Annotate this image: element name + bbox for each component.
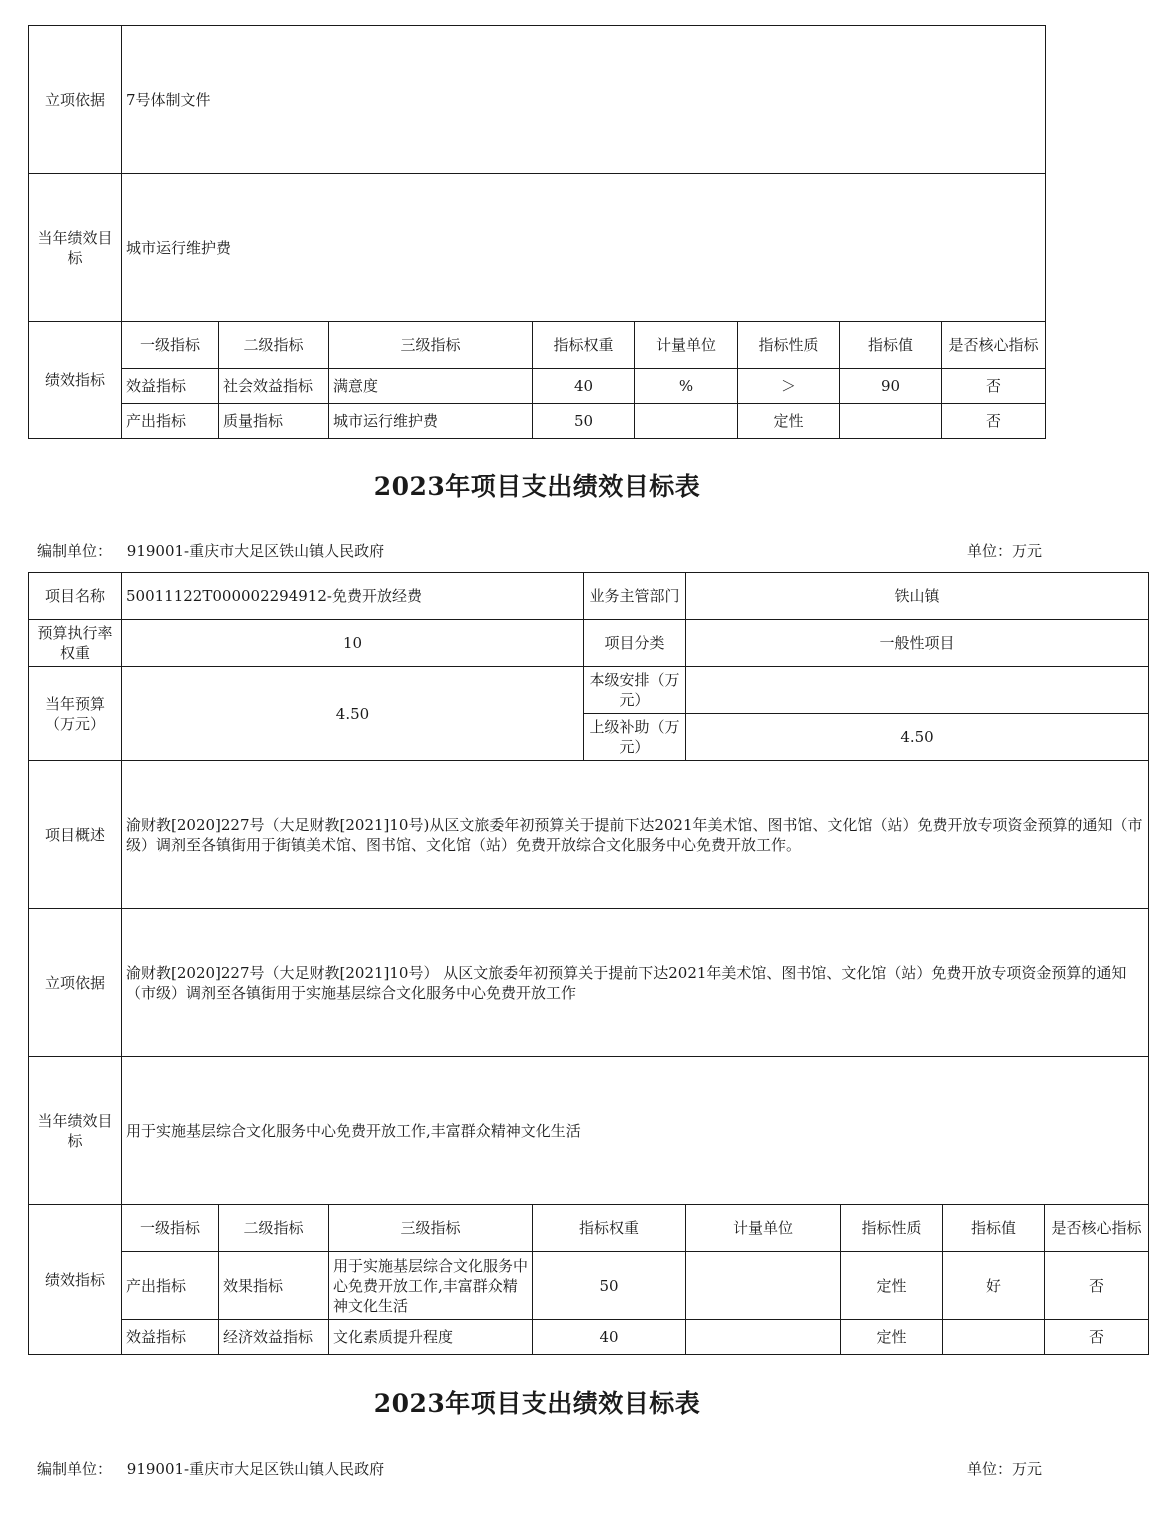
table-cell: 定性 (738, 404, 840, 439)
page-title: 2023年项目支出绩效目标表 (373, 1389, 701, 1418)
table-cell: 定性 (841, 1320, 943, 1355)
table-cell: 文化素质提升程度 (329, 1320, 533, 1355)
table-cell: 40 (533, 369, 635, 404)
header-cell: 是否核心指标 (1045, 1205, 1149, 1252)
local-label: 本级安排（万元） (584, 667, 686, 714)
header-cell: 三级指标 (329, 322, 533, 369)
table-cell: 90 (840, 369, 942, 404)
header-cell: 指标权重 (533, 1205, 686, 1252)
table-cell (635, 404, 738, 439)
table-cell (840, 404, 942, 439)
header-cell: 计量单位 (635, 322, 738, 369)
goal-label: 当年绩效目标 (29, 174, 122, 322)
header-cell: 指标性质 (841, 1205, 943, 1252)
unit-text: 单位：万元 (966, 542, 1042, 560)
header-cell: 指标权重 (533, 322, 635, 369)
table-cell (686, 1320, 841, 1355)
table-cell: 效果指标 (219, 1252, 329, 1320)
exec-rate-value: 10 (122, 620, 584, 667)
page-title: 2023年项目支出绩效目标表 (373, 472, 701, 501)
table-cell: 否 (942, 404, 1046, 439)
table-row (29, 1320, 1149, 1355)
goal-text: 城市运行维护费 (122, 174, 1046, 322)
org-value: 919001-重庆市大足区铁山镇人民政府 (126, 542, 385, 560)
table-cell: 产出指标 (122, 1252, 219, 1320)
upper-value: 4.50 (686, 714, 1149, 761)
category-value: 一般性项目 (686, 620, 1149, 667)
dept-value: 铁山镇 (686, 573, 1149, 620)
budget-value: 4.50 (122, 667, 584, 761)
budget-label: 当年预算（万元） (29, 667, 122, 761)
header-cell: 指标值 (840, 322, 942, 369)
table-cell: 用于实施基层综合文化服务中心免费开放工作,丰富群众精神文化生活 (329, 1252, 533, 1320)
header-cell: 二级指标 (219, 1205, 329, 1252)
performance-table-1 (28, 25, 1046, 439)
table-cell: 否 (942, 369, 1046, 404)
header-cell: 一级指标 (122, 322, 219, 369)
table-cell: 定性 (841, 1252, 943, 1320)
performance-table-2 (28, 572, 1149, 1355)
table-cell (943, 1320, 1045, 1355)
goal-text: 用于实施基层综合文化服务中心免费开放工作,丰富群众精神文化生活 (122, 1057, 1149, 1205)
org-label: 编制单位： (37, 1460, 113, 1478)
header-cell: 指标性质 (738, 322, 840, 369)
goal-label: 当年绩效目标 (29, 1057, 122, 1205)
table-cell: 好 (943, 1252, 1045, 1320)
header-cell: 二级指标 (219, 322, 329, 369)
table-cell: 效益指标 (122, 1320, 219, 1355)
table-cell: ＞ (738, 369, 840, 404)
table-cell: 效益指标 (122, 369, 219, 404)
table-cell: 否 (1045, 1320, 1149, 1355)
header-cell: 是否核心指标 (942, 322, 1046, 369)
header-cell: 一级指标 (122, 1205, 219, 1252)
header-cell: 指标值 (943, 1205, 1045, 1252)
basis-label: 立项依据 (29, 909, 122, 1057)
org-line (37, 1458, 384, 1479)
table-cell (686, 1252, 841, 1320)
table-row (29, 1252, 1149, 1320)
dept-label: 业务主管部门 (584, 573, 686, 620)
table-cell: 城市运行维护费 (329, 404, 533, 439)
org-value: 919001-重庆市大足区铁山镇人民政府 (126, 1460, 385, 1478)
table-cell: 社会效益指标 (219, 369, 329, 404)
indicators-label: 绩效指标 (29, 1205, 122, 1355)
header-cell: 计量单位 (686, 1205, 841, 1252)
basis-text: 7号体制文件 (122, 26, 1046, 174)
org-label: 编制单位： (37, 542, 113, 560)
upper-label: 上级补助（万元） (584, 714, 686, 761)
table-cell: 产出指标 (122, 404, 219, 439)
table-row (29, 404, 1046, 439)
project-name-label: 项目名称 (29, 573, 122, 620)
table-cell: 40 (533, 1320, 686, 1355)
table-cell: 满意度 (329, 369, 533, 404)
org-line (37, 540, 384, 561)
category-label: 项目分类 (584, 620, 686, 667)
overview-label: 项目概述 (29, 761, 122, 909)
table-cell: % (635, 369, 738, 404)
overview-text: 渝财教[2020]227号（大足财教[2021]10号)从区文旅委年初预算关于提前下达2021年美术馆、图书馆、文化馆（站）免费开放专项资金预算的通知（市级）调剂至各镇街用于街镇美术馆、图书馆、文化馆（站）免费开放综合文化服务中心免费开放工作。 (122, 761, 1149, 909)
indicators-label: 绩效指标 (29, 322, 122, 439)
table-cell: 否 (1045, 1252, 1149, 1320)
project-name: 50011122T000002294912-免费开放经费 (122, 573, 584, 620)
table-cell: 经济效益指标 (219, 1320, 329, 1355)
table-row (29, 369, 1046, 404)
unit-text: 单位：万元 (966, 1460, 1042, 1478)
basis-text: 渝财教[2020]227号（大足财教[2021]10号） 从区文旅委年初预算关于提前下达2021年美术馆、图书馆、文化馆（站）免费开放专项资金预算的通知（市级）调剂至各镇街用于实施基层综合文化服务中心免费开放工作 (122, 909, 1149, 1057)
exec-rate-label: 预算执行率权重 (29, 620, 122, 667)
table-cell: 质量指标 (219, 404, 329, 439)
basis-label: 立项依据 (29, 26, 122, 174)
local-value (686, 667, 1149, 714)
header-cell: 三级指标 (329, 1205, 533, 1252)
table-cell: 50 (533, 1252, 686, 1320)
table-cell: 50 (533, 404, 635, 439)
